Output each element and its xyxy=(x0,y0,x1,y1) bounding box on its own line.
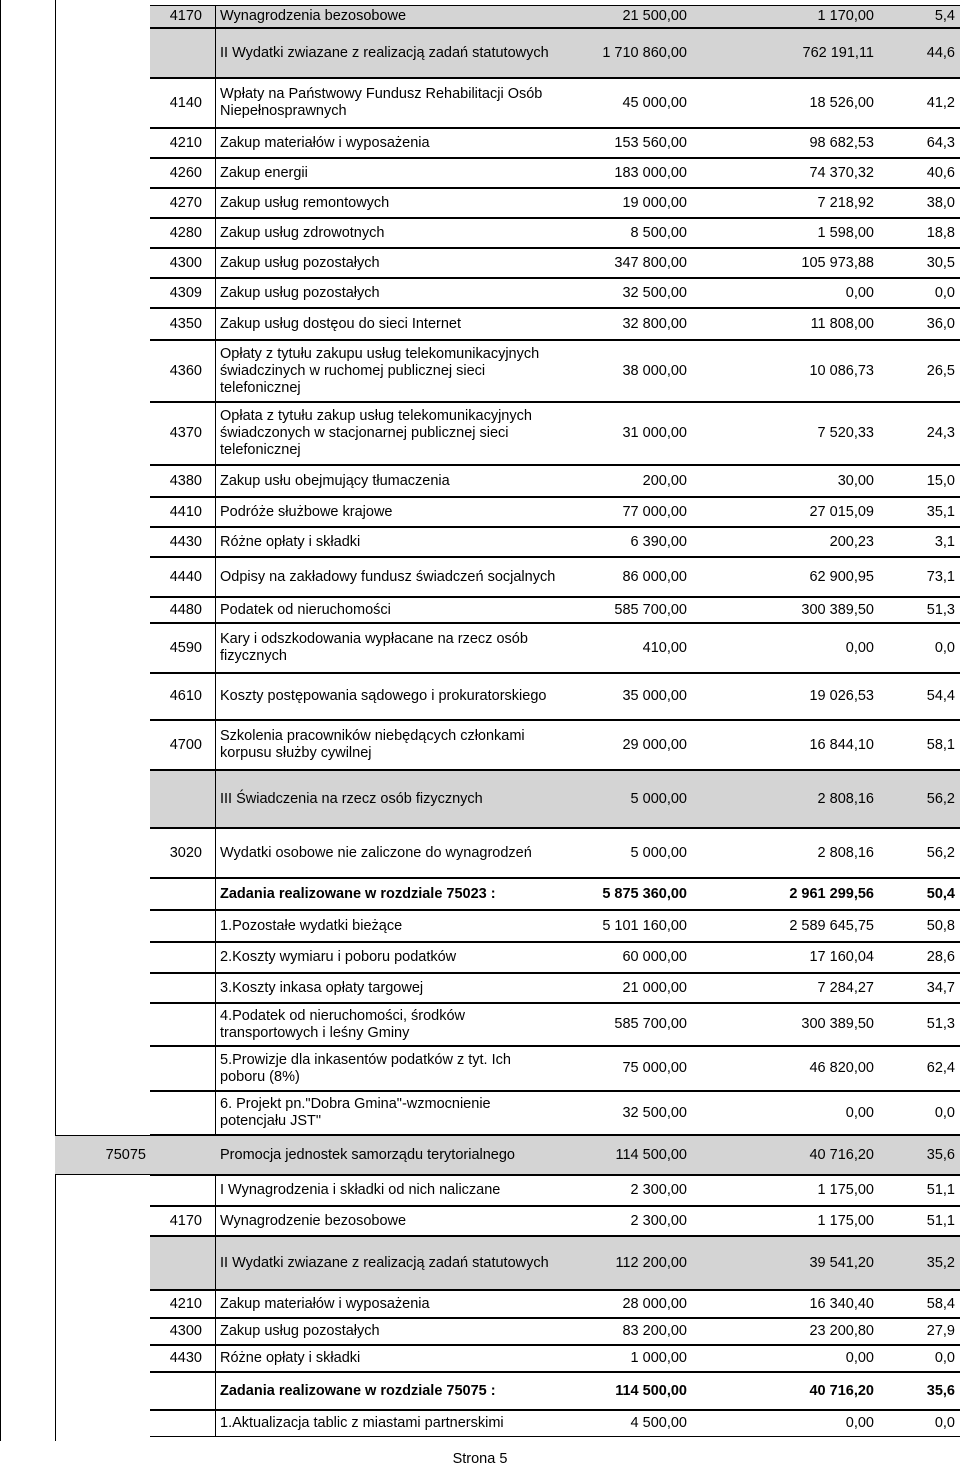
cell-code xyxy=(150,770,202,828)
cell-code xyxy=(150,1236,202,1290)
table-row xyxy=(0,465,960,497)
cell-desc: Różne opłaty i składki xyxy=(220,1350,361,1366)
cell-desc: Zakup usług pozostałych xyxy=(220,254,380,271)
table-row xyxy=(0,128,960,158)
cell-pct: 0,0 xyxy=(934,284,955,301)
cell-desc: Zakup usług dostęou do sieci Internet xyxy=(220,315,462,332)
cell-exec: 11 808,00 xyxy=(810,315,874,332)
cell-code xyxy=(150,1003,202,1046)
table-row xyxy=(0,78,960,128)
cell-exec: 40 716,20 xyxy=(809,1146,874,1163)
cell-code: 4370 xyxy=(169,425,202,441)
cell-code xyxy=(150,1046,202,1091)
page-footer: Strona 5 xyxy=(452,1451,508,1467)
cell-plan: 31 000,00 xyxy=(622,425,687,441)
cell-pct: 35,6 xyxy=(926,1382,955,1399)
cell-desc: 6. Projekt pn."Dobra Gmina"-wzmocnienie potencjału JST" xyxy=(220,1096,491,1129)
cell-plan: 83 200,00 xyxy=(622,1323,687,1339)
cell-pct: 35,1 xyxy=(926,503,955,520)
cell-desc: Koszty postępowania sądowego i prokuratorskiego xyxy=(220,688,547,704)
cell-plan: 6 390,00 xyxy=(630,533,687,550)
cell-plan: 60 000,00 xyxy=(622,949,687,965)
cell-plan: 1 000,00 xyxy=(630,1350,687,1366)
cell-pct: 51,3 xyxy=(926,601,955,618)
table-row xyxy=(0,1046,960,1091)
cell-plan: 32 500,00 xyxy=(622,284,687,301)
cell-exec: 200,23 xyxy=(829,533,874,550)
cell-plan: 5 000,00 xyxy=(630,790,687,807)
cell-pct: 0,0 xyxy=(934,1350,955,1366)
table-row xyxy=(0,942,960,973)
cell-code: 4300 xyxy=(169,1323,202,1339)
table-row xyxy=(0,557,960,597)
cell-plan: 1 710 860,00 xyxy=(602,44,687,61)
cell-code xyxy=(150,1091,202,1135)
cell-exec: 2 808,16 xyxy=(817,844,874,861)
cell-desc: II Wydatki zwiazane z realizacją zadań statutowych xyxy=(220,1254,549,1271)
cell-exec: 1 175,00 xyxy=(817,1182,874,1198)
cell-desc: Zadania realizowane w rozdziale 75023 : xyxy=(220,885,496,902)
cell-exec: 16 844,10 xyxy=(809,736,874,753)
cell-desc: Opłata z tytułu zakup usług telekomunikacyjnych świadczonych w stacjonarnej publicznej sieci telefonicznej xyxy=(220,408,532,458)
cell-exec: 0,00 xyxy=(845,639,874,656)
cell-plan: 19 000,00 xyxy=(622,194,687,211)
cell-code: 4280 xyxy=(169,224,202,241)
cell-exec: 0,00 xyxy=(845,1104,874,1121)
cell-exec: 2 808,16 xyxy=(817,790,874,807)
cell-pct: 73,1 xyxy=(926,568,955,585)
table-row xyxy=(0,878,960,910)
cell-code xyxy=(150,1410,202,1437)
cell-plan: 77 000,00 xyxy=(622,503,687,520)
cell-code: 4210 xyxy=(169,1295,202,1312)
table-row xyxy=(0,1003,960,1046)
cell-desc: 2.Koszty wymiaru i poboru podatków xyxy=(220,949,457,965)
cell-pct: 36,0 xyxy=(926,315,955,332)
cell-exec: 2 961 299,56 xyxy=(789,885,874,902)
cell-plan: 2 300,00 xyxy=(630,1182,687,1198)
cell-desc: Zakup materiałów i wyposażenia xyxy=(220,134,430,151)
cell-code: 4440 xyxy=(169,568,202,585)
table-row xyxy=(0,1372,960,1410)
cell-desc: Opłaty z tytułu zakupu usług telekomunikacyjnych świadczinych w ruchomej publicznej sieci telefonicznej xyxy=(220,345,540,396)
cell-desc: Zadania realizowane w rozdziale 75075 : xyxy=(220,1382,496,1399)
cell-code: 4300 xyxy=(169,254,202,271)
cell-exec: 0,00 xyxy=(845,1415,874,1431)
table-row xyxy=(0,188,960,218)
cell-pct: 30,5 xyxy=(926,254,955,271)
cell-exec: 17 160,04 xyxy=(809,949,874,965)
cell-exec: 300 389,50 xyxy=(801,601,874,618)
table-row xyxy=(0,973,960,1003)
table-row xyxy=(0,340,960,402)
cell-pct: 26,5 xyxy=(926,362,955,379)
cell-pct: 50,8 xyxy=(926,917,955,934)
cell-pct: 50,4 xyxy=(926,885,955,902)
cell-code: 4700 xyxy=(169,736,202,753)
table-row xyxy=(0,158,960,188)
cell-code xyxy=(150,942,202,973)
cell-plan: 4 500,00 xyxy=(630,1415,687,1431)
cell-plan: 21 500,00 xyxy=(622,8,687,24)
cell-exec: 0,00 xyxy=(845,1350,874,1366)
cell-plan: 38 000,00 xyxy=(622,362,687,379)
cell-code: 4350 xyxy=(169,315,202,332)
cell-pct: 51,1 xyxy=(926,1182,955,1198)
cell-desc: 5.Prowizje dla inkasentów podatków z tyt. Ich poboru (8%) xyxy=(220,1051,511,1085)
table-row xyxy=(0,497,960,527)
cell-exec: 27 015,09 xyxy=(809,503,874,520)
cell-desc: 3.Koszty inkasa opłaty targowej xyxy=(220,979,424,996)
cell-code xyxy=(150,910,202,942)
cell-exec: 1 175,00 xyxy=(817,1212,874,1229)
cell-desc: Wpłaty na Państwowy Fundusz Rehabilitacji Osób Niepełnosprawnych xyxy=(220,86,543,119)
table-row xyxy=(0,1318,960,1345)
cell-code: 4170 xyxy=(169,8,202,24)
cell-pct: 38,0 xyxy=(926,194,955,211)
cell-desc: Podatek od nieruchomości xyxy=(220,601,391,618)
cell-code: 4140 xyxy=(169,94,202,111)
cell-plan: 585 700,00 xyxy=(614,601,687,618)
cell-plan: 5 875 360,00 xyxy=(602,885,687,902)
cell-plan: 153 560,00 xyxy=(614,134,687,151)
cell-desc: Różne opłaty i składki xyxy=(220,533,361,550)
cell-exec: 62 900,95 xyxy=(809,568,874,585)
cell-pct: 58,4 xyxy=(926,1295,955,1312)
cell-exec: 1 170,00 xyxy=(817,8,874,24)
cell-code: 4430 xyxy=(169,1350,202,1366)
cell-desc: Zakup materiałów i wyposażenia xyxy=(220,1295,430,1312)
table-row xyxy=(0,5,960,28)
cell-plan: 29 000,00 xyxy=(622,736,687,753)
cell-plan: 347 800,00 xyxy=(614,254,687,271)
cell-pct: 51,3 xyxy=(926,1016,955,1032)
cell-pct: 27,9 xyxy=(926,1323,955,1339)
cell-pct: 0,0 xyxy=(934,1104,955,1121)
cell-pct: 18,8 xyxy=(926,224,955,241)
table-row xyxy=(0,673,960,720)
cell-desc: Zakup usłu obejmujący tłumaczenia xyxy=(220,472,450,489)
cell-pct: 51,1 xyxy=(926,1212,955,1229)
cell-plan: 114 500,00 xyxy=(615,1146,687,1163)
cell-exec: 74 370,32 xyxy=(809,164,874,181)
cell-exec: 16 340,40 xyxy=(809,1295,874,1312)
cell-desc: Promocja jednostek samorządu terytorialnego xyxy=(220,1146,515,1163)
cell-pct: 0,0 xyxy=(934,639,955,656)
cell-pct: 35,6 xyxy=(926,1146,955,1163)
table-row xyxy=(0,527,960,557)
cell-code: 75075 xyxy=(105,1146,146,1163)
cell-pct: 3,1 xyxy=(934,533,955,550)
cell-plan: 35 000,00 xyxy=(622,688,687,704)
cell-desc: Odpisy na zakładowy fundusz świadczeń socjalnych xyxy=(220,568,556,585)
table-row xyxy=(0,28,960,78)
cell-desc: 4.Podatek od nieruchomości, środków transportowych i leśny Gminy xyxy=(220,1007,466,1041)
cell-pct: 5,4 xyxy=(934,8,955,24)
table-row xyxy=(0,1345,960,1372)
cell-code: 3020 xyxy=(169,844,202,861)
table-row xyxy=(0,1290,960,1318)
cell-exec: 1 598,00 xyxy=(817,224,874,241)
cell-pct: 34,7 xyxy=(926,979,955,996)
cell-desc: Wynagrodzenie bezosobowe xyxy=(220,1212,407,1229)
cell-desc: Zakup usług zdrowotnych xyxy=(220,224,385,241)
cell-plan: 410,00 xyxy=(642,639,687,656)
cell-pct: 28,6 xyxy=(926,949,955,965)
cell-pct: 54,4 xyxy=(926,688,955,704)
cell-pct: 0,0 xyxy=(934,1415,955,1431)
cell-desc: III Świadczenia na rzecz osób fizycznych xyxy=(220,790,483,807)
cell-desc: Zakup usług remontowych xyxy=(220,194,390,211)
cell-plan: 112 200,00 xyxy=(615,1254,687,1271)
cell-plan: 28 000,00 xyxy=(622,1295,687,1312)
cell-desc: 1.Aktualizacja tablic z miastami partnerskimi xyxy=(220,1415,504,1431)
cell-plan: 32 800,00 xyxy=(622,315,687,332)
cell-plan: 5 000,00 xyxy=(630,844,687,861)
cell-plan: 200,00 xyxy=(642,472,687,489)
cell-desc: Zakup energii xyxy=(220,164,308,181)
cell-pct: 56,2 xyxy=(926,790,955,807)
cell-exec: 105 973,88 xyxy=(801,254,874,271)
cell-exec: 98 682,53 xyxy=(809,134,874,151)
cell-code: 4430 xyxy=(169,533,202,550)
cell-exec: 0,00 xyxy=(845,284,874,301)
cell-code: 4360 xyxy=(169,362,202,379)
table-row xyxy=(0,828,960,878)
cell-exec: 46 820,00 xyxy=(809,1060,874,1076)
cell-plan: 86 000,00 xyxy=(622,568,687,585)
cell-plan: 183 000,00 xyxy=(614,164,687,181)
cell-exec: 18 526,00 xyxy=(809,94,874,111)
cell-pct: 44,6 xyxy=(926,44,955,61)
cell-code xyxy=(150,878,202,910)
cell-plan: 5 101 160,00 xyxy=(602,917,687,934)
cell-code xyxy=(150,1372,202,1410)
cell-code: 4480 xyxy=(169,601,202,618)
cell-pct: 41,2 xyxy=(926,94,955,111)
cell-desc: Zakup usług pozostałych xyxy=(220,1323,380,1339)
cell-plan: 2 300,00 xyxy=(630,1212,687,1229)
cell-code: 4210 xyxy=(169,134,202,151)
cell-desc: Szkolenia pracowników niebędących członkami korpusu służby cywilnej xyxy=(220,728,525,761)
cell-code: 4410 xyxy=(169,503,202,520)
cell-plan: 114 500,00 xyxy=(615,1382,687,1399)
cell-exec: 39 541,20 xyxy=(809,1254,874,1271)
table-row xyxy=(0,1135,960,1175)
table-row xyxy=(0,1236,960,1290)
table-row xyxy=(0,1206,960,1236)
cell-pct: 62,4 xyxy=(926,1060,955,1076)
cell-pct: 40,6 xyxy=(926,164,955,181)
table-row xyxy=(0,770,960,828)
cell-exec: 7 218,92 xyxy=(817,194,874,211)
cell-code: 4309 xyxy=(169,284,202,301)
cell-exec: 19 026,53 xyxy=(809,688,874,704)
cell-exec: 7 284,27 xyxy=(817,979,874,996)
table-row xyxy=(0,218,960,248)
cell-exec: 23 200,80 xyxy=(809,1323,874,1339)
table-row xyxy=(0,623,960,673)
cell-plan: 8 500,00 xyxy=(630,224,687,241)
cell-pct: 24,3 xyxy=(926,425,955,441)
cell-pct: 58,1 xyxy=(926,736,955,753)
table-row xyxy=(0,597,960,623)
cell-code: 4260 xyxy=(169,164,202,181)
table-row xyxy=(0,248,960,278)
cell-exec: 7 520,33 xyxy=(817,425,874,441)
cell-desc: I Wynagrodzenia i składki od nich naliczane xyxy=(220,1182,501,1198)
cell-desc: Wydatki osobowe nie zaliczone do wynagrodzeń xyxy=(220,844,532,861)
cell-code: 4170 xyxy=(169,1212,202,1229)
cell-exec: 40 716,20 xyxy=(809,1382,874,1399)
cell-code: 4270 xyxy=(169,194,202,211)
cell-code: 4610 xyxy=(169,688,202,704)
cell-plan: 585 700,00 xyxy=(614,1016,687,1032)
table-row xyxy=(0,720,960,770)
table-row xyxy=(0,1175,960,1206)
cell-desc: 1.Pozostałe wydatki bieżące xyxy=(220,917,403,934)
cell-desc: II Wydatki zwiazane z realizacją zadań statutowych xyxy=(220,44,549,61)
cell-desc: Zakup usług pozostałych xyxy=(220,284,380,301)
table-row xyxy=(0,308,960,340)
cell-pct: 15,0 xyxy=(926,472,955,489)
cell-plan: 32 500,00 xyxy=(622,1104,687,1121)
cell-code xyxy=(150,973,202,1003)
cell-plan: 75 000,00 xyxy=(622,1060,687,1076)
cell-code xyxy=(150,1175,202,1206)
cell-exec: 30,00 xyxy=(837,472,874,489)
cell-plan: 45 000,00 xyxy=(622,94,687,111)
cell-exec: 10 086,73 xyxy=(809,362,874,379)
cell-pct: 35,2 xyxy=(926,1254,955,1271)
cell-pct: 64,3 xyxy=(926,134,955,151)
cell-exec: 300 389,50 xyxy=(801,1016,874,1032)
cell-desc: Kary i odszkodowania wypłacane na rzecz osób fizycznych xyxy=(220,631,528,664)
cell-exec: 2 589 645,75 xyxy=(789,917,874,934)
cell-code xyxy=(150,28,202,78)
table-row xyxy=(0,1091,960,1135)
table-row xyxy=(0,910,960,942)
cell-code: 4380 xyxy=(169,472,202,489)
cell-desc: Wynagrodzenia bezosobowe xyxy=(220,8,407,24)
cell-code: 4590 xyxy=(169,639,202,656)
table-row xyxy=(0,402,960,465)
cell-pct: 56,2 xyxy=(926,844,955,861)
table-row xyxy=(0,278,960,308)
table-row xyxy=(0,1410,960,1437)
cell-exec: 762 191,11 xyxy=(802,44,874,61)
cell-plan: 21 000,00 xyxy=(622,979,687,996)
cell-desc: Podróże służbowe krajowe xyxy=(220,503,393,520)
